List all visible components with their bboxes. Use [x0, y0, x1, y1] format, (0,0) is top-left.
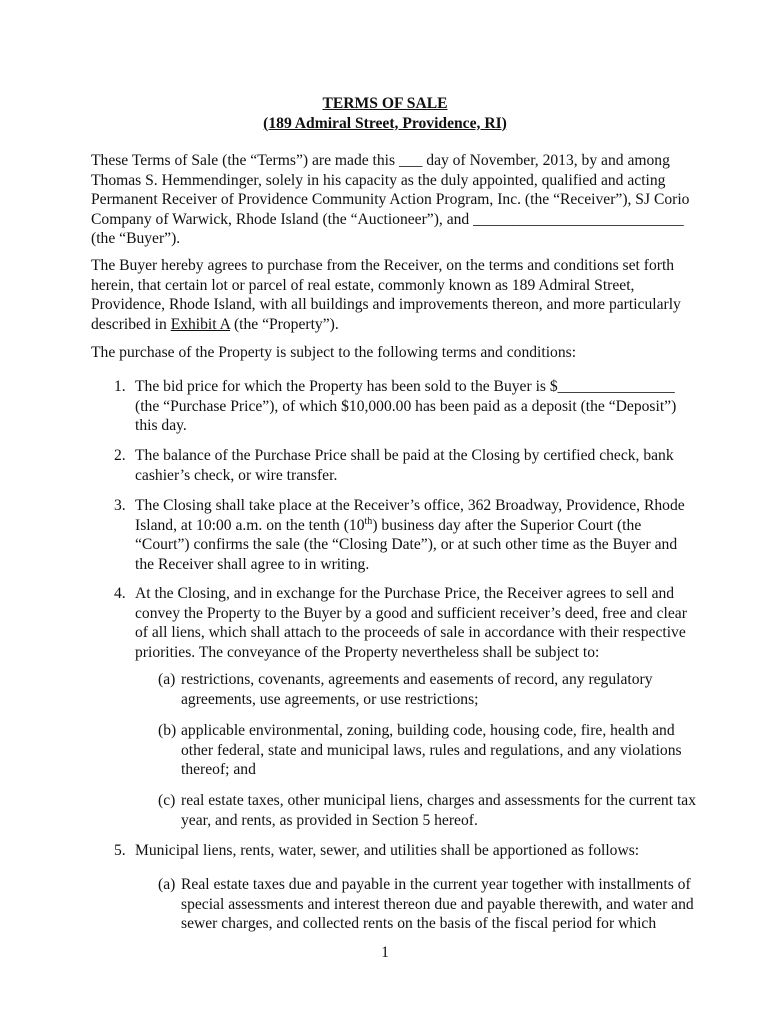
item-number: 3.	[114, 497, 126, 514]
agreement-text-2: (the “Property”).	[230, 315, 339, 333]
sub-item-label: (b)	[158, 722, 177, 739]
title-line-1: TERMS OF SALE	[322, 95, 448, 112]
term-item-2	[114, 446, 694, 485]
item-4-sub-c	[158, 791, 698, 830]
sub-item-label: (a)	[158, 876, 176, 893]
item-text-part-a: The Closing shall take place at the Receiver’s office, 362 Broadway, Providence, Rhode Island, at 10:00 a.m. on the tenth (10	[135, 497, 685, 534]
item-number: 1.	[114, 378, 126, 395]
term-item-3	[114, 496, 694, 574]
term-item-5	[114, 841, 694, 861]
agreement-text-1: The Buyer hereby agrees to purchase from the Receiver, on the terms and conditions set forth herein, that certain lot or parcel of real estate, commonly known as 189 Admiral Street, Providence, Rhode Island, with all buildings and improvements thereon, and more particularly described in	[91, 257, 681, 333]
item-number: 5.	[114, 842, 126, 859]
sub-item-label: (c)	[158, 792, 176, 809]
exhibit-a-reference: Exhibit A	[170, 315, 231, 333]
ordinal-suffix: th	[364, 515, 373, 527]
item-4-sub-b	[158, 721, 698, 780]
subject-paragraph: The purchase of the Property is subject to the following terms and conditions:	[91, 344, 577, 361]
sub-item-text: Real estate taxes due and payable in the current year together with installments of special assessments and interest thereon due and payable therewith, and water and sewer charges, and collected rents on the basis of the fiscal period for which	[181, 876, 694, 933]
term-item-1	[114, 377, 694, 436]
item-text-part-b: ) business day after the Superior Court (the “Court”) confirms the sale (the “Closing Date”), or at such other time as the Buyer and the Receiver shall agree to in writing.	[135, 516, 678, 573]
item-text: Municipal liens, rents, water, sewer, and utilities shall be apportioned as follows:	[135, 842, 640, 859]
item-4-sub-a	[158, 670, 698, 709]
sub-item-label: (a)	[158, 671, 176, 688]
item-text: The balance of the Purchase Price shall be paid at the Closing by certified check, bank cashier’s check, or wire transfer.	[135, 447, 674, 484]
sub-item-text: real estate taxes, other municipal liens, charges and assessments for the current tax year, and rents, as provided in Section 5 hereof.	[181, 792, 696, 829]
sub-item-text: restrictions, covenants, agreements and easements of record, any regulatory agreements, use agreements, or use restrictions;	[181, 671, 653, 708]
document-title	[0, 94, 770, 133]
term-item-4	[114, 584, 694, 662]
item-text: At the Closing, and in exchange for the Purchase Price, the Receiver agrees to sell and convey the Property to the Buyer by a good and sufficient receiver’s deed, free and clear of all liens, which shall attach to the proceeds of sale in accordance with their respective priorities. The conveyance of the Property nevertheless shall be subject to:	[135, 585, 687, 661]
sub-item-text: applicable environmental, zoning, building code, housing code, fire, health and other federal, state and municipal laws, rules and regulations, and any violations thereof; and	[181, 722, 682, 779]
item-text: The bid price for which the Property has been sold to the Buyer is $_______________ (the “Purchase Price”), of which $10,000.00 has been paid as a deposit (the “Deposit”) this day.	[135, 378, 677, 435]
title-line-2: (189 Admiral Street, Providence, RI)	[263, 114, 507, 132]
item-number: 2.	[114, 447, 126, 464]
item-number: 4.	[114, 585, 126, 602]
item-5-sub-a	[158, 875, 698, 934]
intro-paragraph: These Terms of Sale (the “Terms”) are made this ___ day of November, 2013, by and among Thomas S. Hemmendinger, solely in his capacity as the duly appointed, qualified and acting Permanent Receiver of Providence Community Action Program, Inc. (the “Receiver”), SJ Corio Company of Warwick, Rhode Island (the “Auctioneer”), and ___________________________ (the “Buyer”).	[91, 152, 690, 248]
item-text	[114, 496, 694, 574]
page-number: 1	[381, 944, 389, 961]
agreement-paragraph	[91, 256, 691, 334]
